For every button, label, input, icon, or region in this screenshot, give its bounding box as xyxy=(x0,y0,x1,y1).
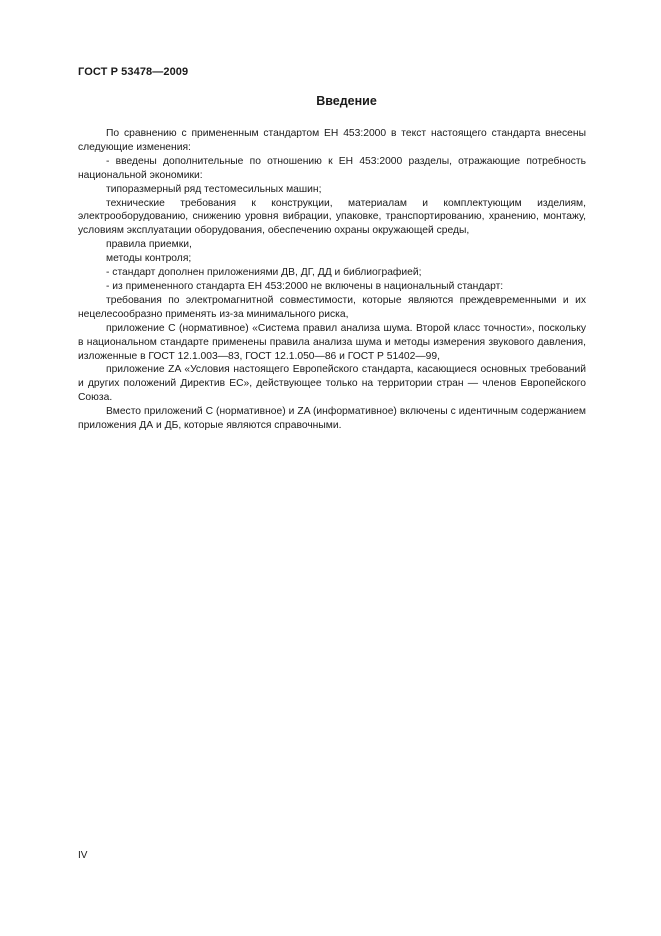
paragraph-emc-requirements: требования по электромагнитной совместимости, которые являются преждевременными и их нецелесообразно применять из-за минимального риска, xyxy=(78,294,586,320)
paragraph-control-methods: методы контроля; xyxy=(106,253,192,265)
paragraph-technical-requirements: технические требования к конструкции, материалам и комплектующим изделиям, электрооборудованию, снижению уровня вибрации, упаковке, транспортированию, хранению, монтажу, условиям эксплуатации оборудования, обеспечению охраны окружающей среды, xyxy=(78,197,586,237)
paragraph-size-range: типоразмерный ряд тестомесильных машин; xyxy=(106,183,322,195)
paragraph-annex-za: приложение ZA «Условия настоящего Европейского стандарта, касающиеся основных требований и других положений Директив ЕС», действующее только на территории стран — членов Европейского Союза. xyxy=(78,364,586,404)
paragraph-not-included: - из примененного стандарта ЕН 453:2000 не включены в национальный стандарт: xyxy=(106,280,504,292)
paragraph-annexes-added: - стандарт дополнен приложениями ДВ, ДГ, ДД и библиографией; xyxy=(106,267,422,279)
page-number: IV xyxy=(78,850,88,861)
paragraph-added-sections: - введены дополнительные по отношению к ЕН 453:2000 разделы, отражающие потребность национальной экономики: xyxy=(78,155,586,181)
document-header: ГОСТ Р 53478—2009 xyxy=(78,66,189,78)
paragraph-annex-c: приложение С (нормативное) «Система правил анализа шума. Второй класс точности», поскольку в национальном стандарте применены правила анализа шума и методы измерения звукового давления, изложенные в ГОСТ 12.1.003—83, ГОСТ 12.1.050—86 и ГОСТ Р 51402—99, xyxy=(78,322,586,362)
paragraph-replacement-annexes: Вместо приложений С (нормативное) и ZA (информативное) включены с идентичным содержанием приложения ДА и ДБ, которые являются справочными. xyxy=(78,406,586,432)
paragraph-acceptance-rules: правила приемки, xyxy=(106,239,192,251)
section-title: Введение xyxy=(316,94,377,108)
paragraph-intro: По сравнению с примененным стандартом ЕН 453:2000 в текст настоящего стандарта внесены следующие изменения: xyxy=(78,128,586,153)
body-text xyxy=(78,127,586,433)
